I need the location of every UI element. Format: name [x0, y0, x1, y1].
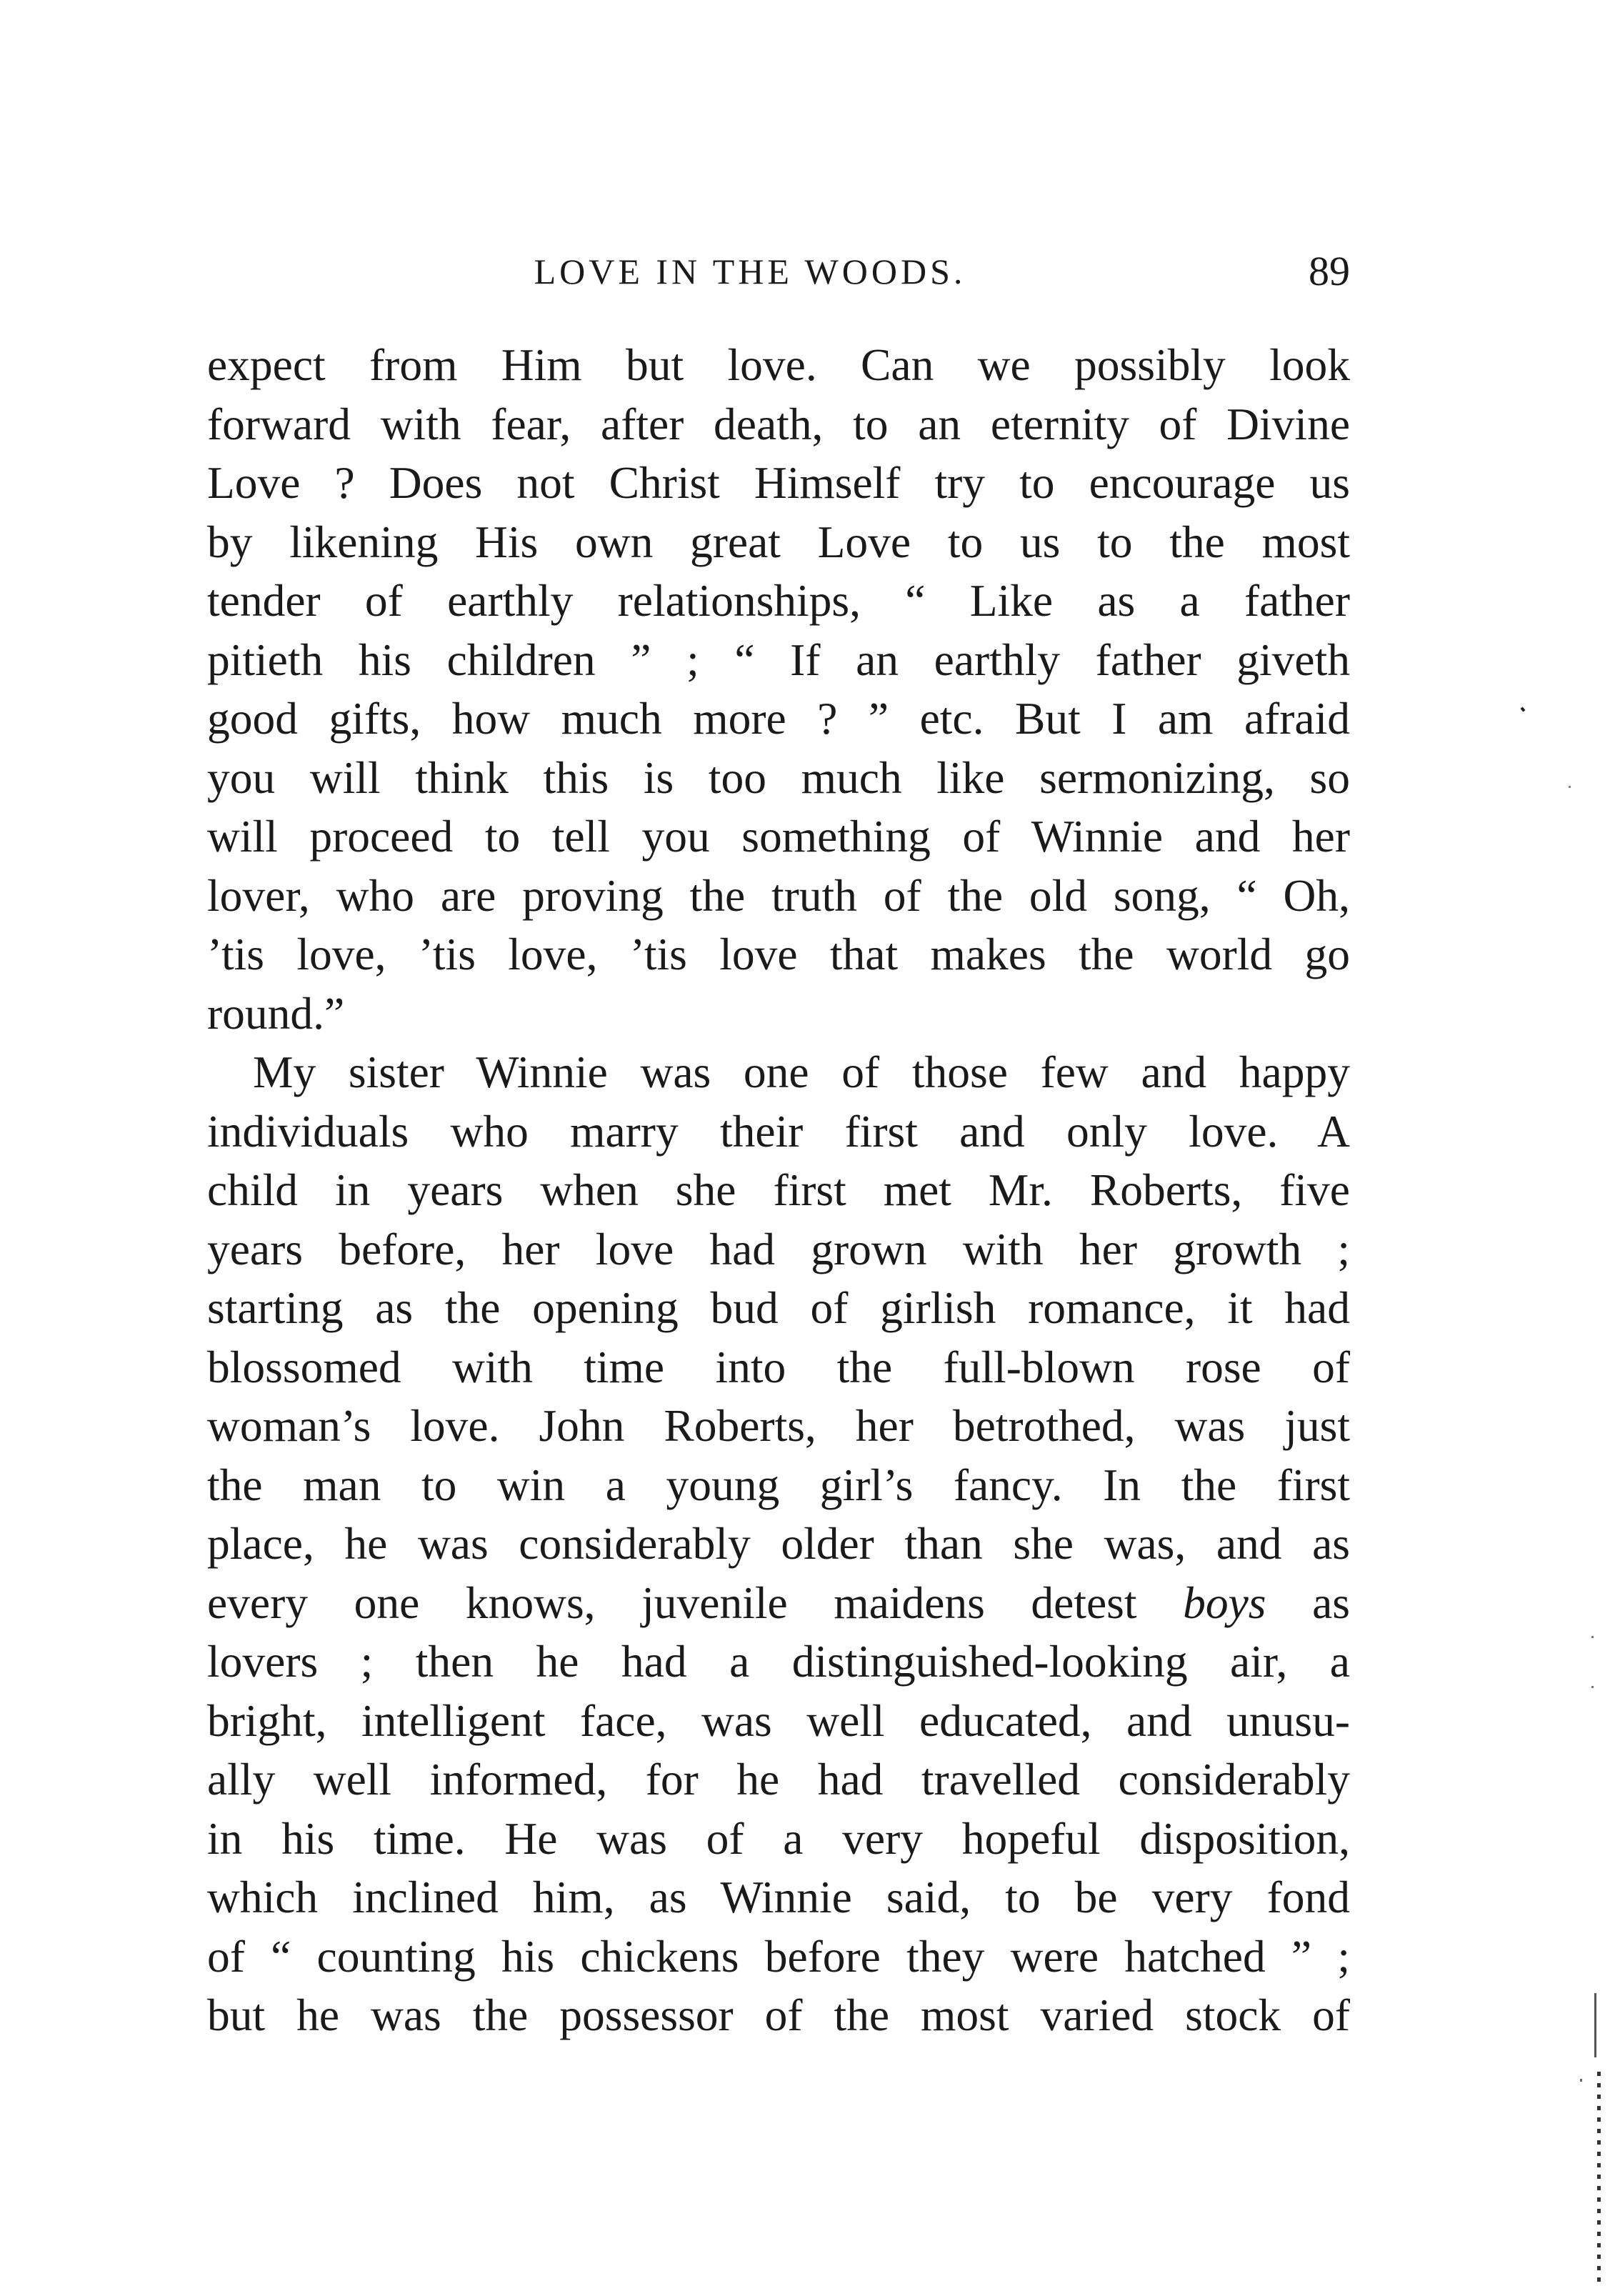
text-line: place, he was considerably older than she was, and as [207, 1518, 1350, 1569]
text-line: individuals who marry their first and only love. A [207, 1105, 1350, 1157]
text-line: lovers ; then he had a distinguished-looking air, a [207, 1636, 1350, 1687]
chapter-title: LOVE IN THE WOODS. [534, 251, 966, 291]
scan-speck [1521, 707, 1526, 712]
body-text [207, 336, 1350, 2045]
text-line: will proceed to tell you something of Winnie and her [207, 811, 1350, 862]
text-line: lover, who are proving the truth of the old song, “ Oh, [207, 869, 1350, 921]
scan-speck [1569, 786, 1571, 788]
scan-speck [1580, 2079, 1582, 2082]
text-line: blossomed with time into the full-blown rose of [207, 1341, 1350, 1392]
italic-word: boys [1183, 1577, 1266, 1628]
text-line: years before, her love had grown with her growth ; [207, 1223, 1350, 1274]
text-line: starting as the opening bud of girlish romance, it had [207, 1282, 1350, 1333]
text-line: Love ? Does not Christ Himself try to encourage us [207, 457, 1350, 508]
text-line: ally well informed, for he had travelled considerably [207, 1754, 1350, 1805]
text-line: tender of earthly relationships, “ Like as a father [207, 575, 1350, 626]
text-line: child in years when she first met Mr. Roberts, five [207, 1164, 1350, 1215]
text-line: ’tis love, ’tis love, ’tis love that makes the world go [207, 929, 1350, 979]
text-line: bright, intelligent face, was well educated, and unusu- [207, 1694, 1350, 1746]
text-line: good gifts, how much more ? ” etc. But I am afraid [207, 693, 1350, 744]
text-line: the man to win a young girl’s fancy. In the first [207, 1459, 1350, 1510]
text-line: woman’s love. John Roberts, her betrothed, was just [207, 1400, 1350, 1451]
text-line: of “ counting his chickens before they were hatched ” ; [207, 1930, 1350, 1982]
text-line: you will think this is too much like sermonizing, so [207, 752, 1350, 803]
text-line: expect from Him but love. Can we possibly look [207, 339, 1350, 390]
text-line: round.” [207, 987, 345, 1039]
scan-edge-mark [1597, 2072, 1601, 2286]
text-line: in his time. He was of a very hopeful disposition, [207, 1812, 1350, 1864]
scan-speck [1591, 1636, 1594, 1638]
text-line: but he was the possessor of the most varied stock of [207, 1990, 1350, 2040]
scan-speck [1591, 1686, 1594, 1688]
text-line: every one knows, juvenile maidens detest boys as [207, 1577, 1351, 1628]
page-number: 89 [1309, 248, 1350, 294]
running-head [207, 243, 1350, 300]
text-line: by likening His own great Love to us to the most [207, 516, 1350, 567]
text-line: My sister Winnie was one of those few and happy [253, 1047, 1350, 1097]
text-line: forward with fear, after death, to an eternity of Divine [207, 398, 1350, 449]
text-line: which inclined him, as Winnie said, to be very fond [207, 1872, 1350, 1922]
text-line: pitieth his children ” ; “ If an earthly father giveth [207, 634, 1350, 685]
scan-speck [1594, 1993, 1596, 2057]
